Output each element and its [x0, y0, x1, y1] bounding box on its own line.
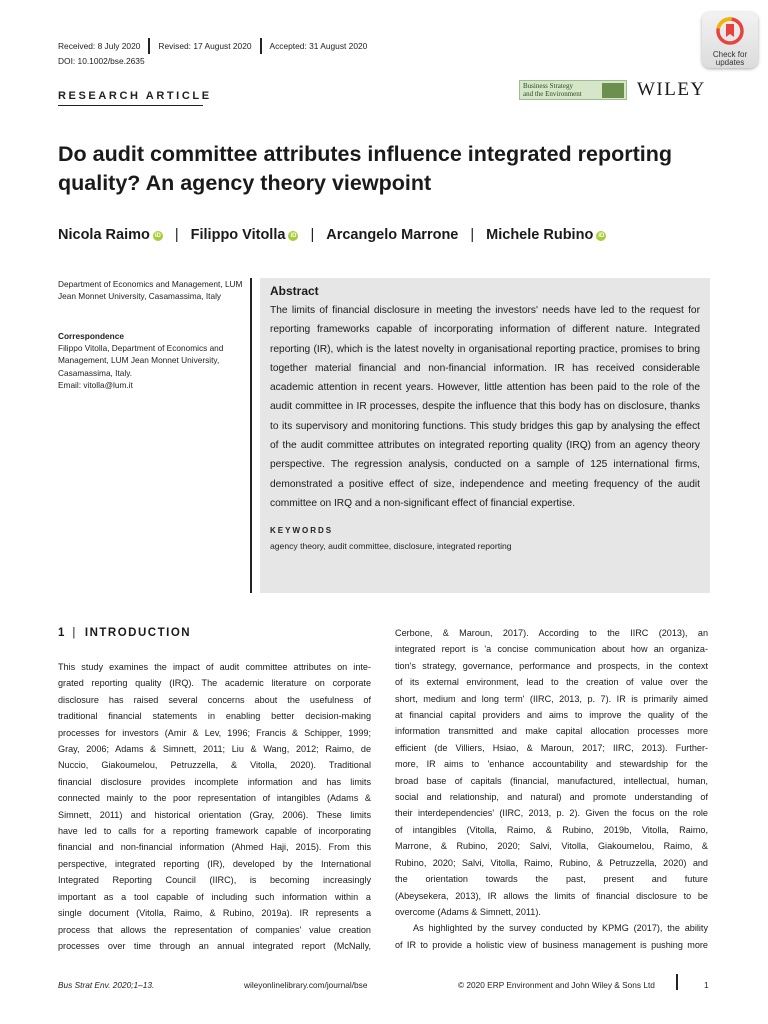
divider: [148, 38, 150, 54]
text-line: social and relationship, and natural) and promote understanding of: [395, 792, 708, 803]
author-name[interactable]: Arcangelo Marrone: [326, 227, 459, 243]
text-line: their interdependencies' (IIRC, 2013, p. 2). Given the focus on the role: [395, 808, 708, 819]
section-title: INTRODUCTION: [84, 627, 192, 639]
text-line: at financial capital providers and aims to improve the quality of the: [395, 710, 708, 721]
copyright: © 2020 ERP Environment and John Wiley & Sons Ltd: [458, 980, 655, 990]
divider: [260, 38, 262, 54]
dates-row: [58, 38, 367, 54]
text-line: financial disclosure provides incomplete information and has limits: [58, 776, 371, 787]
text-line: Nuccio, Giakoumelou, Petruzzella, & Vitolla, 2020). Traditional: [58, 760, 371, 771]
section-number: 1: [58, 627, 65, 639]
journal-logo-image: [602, 83, 624, 98]
correspondence: [58, 330, 243, 391]
publisher-logo: WILEY: [637, 79, 706, 100]
abstract-box: [260, 278, 710, 593]
abstract-heading: Abstract: [270, 284, 319, 298]
text-line: more, IR aims to 'enhance accountability and stewardship for the: [395, 759, 708, 770]
text-line: broad base of capitals (financial, manufactured, intellectual, human,: [395, 775, 708, 786]
text-line: grated reporting quality (IRQ). The academic literature on corporate: [58, 678, 371, 689]
revised-date: Revised: 17 August 2020: [158, 41, 252, 51]
body-column-left: [58, 659, 371, 954]
article-title: Do audit committee attributes influence integrated reporting quality? An agency theory viewpoint: [58, 142, 673, 195]
correspondence-label: Correspondence: [58, 331, 124, 341]
journal-logo-line-2: and the Environment: [523, 90, 582, 98]
text-line: financial and non-financial information (Ahmed Haji, 2015). From this: [58, 842, 371, 853]
text-line: efficient (de Villiers, Hsiao, & Maroun, 2017; IIRC, 2013). Further-: [395, 742, 708, 753]
text-line: Marrone, & Rubino, 2020; Salvi, Vitolla, Giakoumelou, Raimo, &: [395, 841, 708, 852]
journal-citation: Bus Strat Env. 2020;1–13.: [58, 980, 155, 990]
text-line: Integrated Reporting Council (IIRC), is becoming increasingly: [58, 875, 371, 886]
text-line: disclosure has raised several concerns about the usefulness of: [58, 694, 371, 705]
journal-url[interactable]: wileyonlinelibrary.com/journal/bse: [244, 980, 368, 990]
badge-line-2: updates: [715, 58, 745, 67]
author-name[interactable]: Nicola Raimo: [58, 227, 150, 243]
author-separator: |: [174, 227, 179, 243]
text-line: As highlighted by the survey conducted by KPMG (2017), the ability: [413, 923, 708, 934]
journal-logo-line-1: Business Strategy: [523, 82, 573, 90]
text-line: important as a tool capable of including such information within a: [58, 891, 371, 902]
check-for-updates-badge[interactable]: [702, 12, 758, 68]
text-line: single document (Vitolla, Raimo, & Rubino, 2019a). IR represents a: [58, 908, 371, 919]
body-column-right: [395, 625, 708, 953]
author-separator: |: [310, 227, 315, 243]
text-line: traditional financial statements in enabling better decision-making: [58, 711, 371, 722]
author-name[interactable]: Filippo Vitolla: [190, 227, 286, 243]
keywords: agency theory, audit committee, disclosure, integrated reporting: [270, 541, 512, 552]
author-name[interactable]: Michele Rubino: [486, 227, 594, 243]
article-type-underline: [58, 105, 203, 106]
text-line: overcome (Adams & Simnett, 2011).: [395, 906, 541, 917]
orcid-icon[interactable]: iD: [598, 233, 605, 239]
text-line: of its external environment, lead to the creation of value over the: [395, 677, 708, 688]
correspondence-line: Filippo Vitolla, Department of Economics and: [58, 343, 224, 354]
text-line: This study examines the impact of audit committee attributes on inte-: [58, 662, 371, 672]
doi[interactable]: DOI: 10.1002/bse.2635: [58, 56, 145, 66]
affiliation: Department of Economics and Management, LUM Jean Monnet University, Casamassima, Italy: [58, 279, 243, 301]
badge-line-1: Check for: [712, 50, 748, 59]
text-line: Gray, 2006; Adams & Simnett, 2011; Liu & Wang, 2012; Raimo, de: [58, 744, 371, 755]
text-line: Rubino, 2020; Salvi, Vitolla, Raimo, Rubino, & Petruzzella, 2020) and: [395, 857, 708, 868]
text-line: integrated report is 'a concise communication about how an organiza-: [395, 644, 708, 655]
abstract-body: The limits of financial disclosure in meeting the investors' needs have led to the request for reporting frameworks capable of incorporating information of different nature. Integrated reporting (IR), which is the latest novelty in organisational reporting practice, promises to bring together material financial and non-financial information. IR has received considerable academic attention in recent years. However, little attention has been paid to the role of the audit committee in IR processes, despite the influence that this body has on disclosure, thanks to its supervisory and monitoring functions. This study bridges this gap by analysing the effect of the audit committee attributes on integrated reporting quality (IRQ) from an agency theory perspective. The regression analysis, conducted on a sample of 125 international firms, demonstrated a positive effect of size, independence and meeting frequency of the audit committee on IRQ and a non-significant effect of financial expertise.: [270, 305, 700, 509]
text-line: processes for investors (Amir & Lev, 1996; Francis & Schipper, 1999;: [58, 727, 371, 738]
received-date: Received: 8 July 2020: [58, 41, 141, 51]
journal-logo: [519, 80, 627, 100]
text-line: connected mainly to the poor representation of intangibles (Adams &: [58, 793, 371, 804]
orcid-icon[interactable]: iD: [154, 233, 161, 239]
accepted-date: Accepted: 31 August 2020: [269, 41, 368, 51]
text-line: information transmitted and make capital allocation processes more: [395, 726, 708, 737]
text-line: of intangibles (Vitolla, Raimo, & Rubino, 2019b, Vitolla, Raimo,: [395, 824, 708, 835]
correspondence-line: Management, LUM Jean Monnet University,: [58, 355, 220, 366]
text-line: have led to calls for a reporting framework capable of incorporating: [58, 826, 371, 837]
text-line: process that allows the representation of companies' value creation: [58, 924, 371, 935]
keywords-label: KEYWORDS: [270, 526, 334, 536]
section-separator: |: [72, 627, 77, 639]
text-line: short, medium and long term' (IIRC, 2013, p. 7). IR is primarily aimed: [395, 693, 708, 704]
text-line: of IR to provide a holistic view of business management is pushing more: [395, 939, 708, 950]
text-line: Cerbone, & Maroun, 2017). According to the IIRC (2013), an: [395, 628, 708, 638]
text-line: tion's strategy, governance, performance and prospects, in the context: [395, 660, 708, 671]
orcid-icon[interactable]: iD: [290, 233, 297, 239]
text-line: perspective, integrated reporting (IR), developed by the International: [58, 858, 371, 869]
bookmark-ring-icon: [715, 16, 745, 46]
author-separator: |: [470, 227, 475, 243]
section-heading: [58, 627, 191, 639]
text-line: (Abeysekera, 2013), IR allows the limits of financial disclosure to be: [395, 890, 708, 901]
correspondence-email[interactable]: Email: vitolla@lum.it: [58, 379, 133, 390]
correspondence-line: Casamassima, Italy.: [58, 367, 133, 378]
abstract-rule: [250, 278, 252, 593]
article-type: RESEARCH ARTICLE: [58, 90, 212, 102]
text-line: processes over time through an annual integrated report (McNally,: [58, 940, 371, 951]
text-line: the orientation towards the past, present and future: [395, 874, 708, 885]
page-number: 1: [704, 980, 709, 990]
author-list: [58, 227, 606, 243]
text-line: Simnett, 2011) and historical orientation (Gray, 2006). These limits: [58, 809, 371, 820]
footer-divider: [676, 974, 678, 990]
